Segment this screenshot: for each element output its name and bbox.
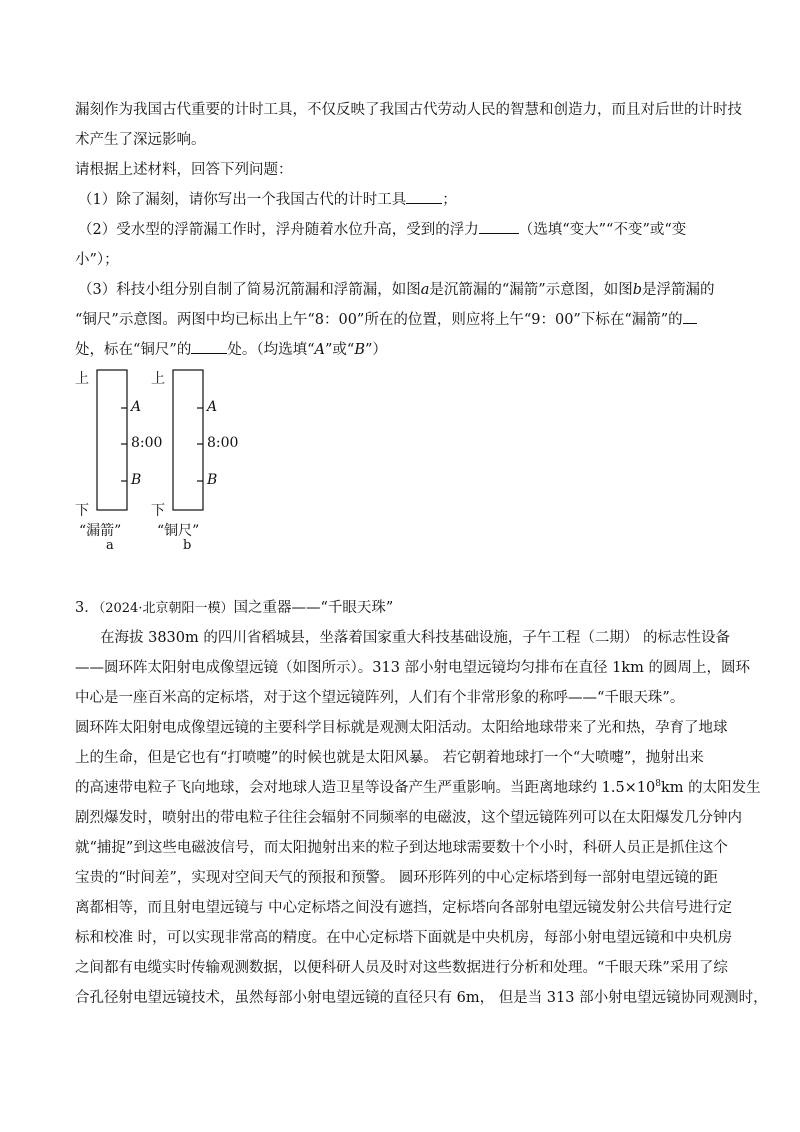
fig-a-mark-B: B bbox=[131, 472, 142, 488]
option-B: B bbox=[354, 342, 365, 358]
question-2-text-a: （2）受水型的浮箭漏工作时，浮舟随着水位升高，受到的浮力 bbox=[78, 222, 479, 238]
fig-b-caption: “铜尺” bbox=[157, 523, 200, 539]
item-3-p2-line-10: 合孔径射电望远镜技术，虽然每部小射电望远镜的直径只有 6m， 但是当 313 部小射电望远镜协同观测时， bbox=[75, 990, 768, 1006]
fig-a-top-label: 上 bbox=[75, 371, 89, 387]
question-2 bbox=[78, 220, 758, 240]
question-3-line-1 bbox=[78, 280, 758, 300]
question-3-text-e: 处，标在“铜尺”的 bbox=[75, 342, 192, 358]
item-3-p2-line-3-b: km 的太阳发生 bbox=[661, 780, 761, 796]
fig-a-letter: a bbox=[106, 538, 114, 553]
answer-blank-2[interactable] bbox=[479, 221, 519, 234]
item-3-p2-line-6: 宝贵的“时间差”，实现对空间天气的预报和预警。 圆环形阵列的中心定标塔到每一部射电望远镜的距 bbox=[75, 870, 718, 886]
answer-blank-1[interactable] bbox=[406, 191, 442, 204]
item-3-p2-line-2: 上的生命，但是它也有“打喷嚏”的时候也就是太阳风暴。 若它朝着地球打一个“大喷嚏”，抛射出来 bbox=[75, 750, 704, 766]
item-3-p2-line-5: 就“捕捉”到这些电磁波信号，而太阳抛射出来的粒子到达地球需要数十个小时，科研人员正是抓住这个 bbox=[75, 840, 728, 856]
fig-b-mark-time: 8:00 bbox=[207, 435, 239, 451]
answer-blank-3[interactable] bbox=[683, 311, 697, 324]
question-3-text-a: （3）科技小组分别自制了简易沉箭漏和浮箭漏，如图 bbox=[78, 282, 421, 298]
item-3-p2-line-3 bbox=[75, 778, 761, 798]
item-3-source: （2024·北京朝阳一模） bbox=[98, 601, 234, 616]
item-3-p2-line-9: 之间都有电缆实时传输观测数据，以便科研人员及时对这些数据进行分析和处理。“千眼天珠”采用了综 bbox=[75, 960, 728, 976]
item-3-p1-line-1: 在海拔 3830m 的四川省稻城县，坐落着国家重大科技基础设施，子午工程（二期） 的标志性设备 bbox=[100, 630, 730, 646]
question-prompt: 请根据上述材料，回答下列问题： bbox=[75, 162, 293, 178]
question-3-line-2 bbox=[75, 310, 755, 330]
item-3-number: 3． bbox=[75, 600, 99, 616]
fig-b-bottom-label: 下 bbox=[151, 503, 165, 519]
fig-b-letter: b bbox=[183, 538, 192, 553]
figure-ref-a: a bbox=[420, 282, 430, 298]
item-3-p2-line-3-a: 的高速带电粒子飞向地球，会对地球人造卫星等设备产生严重影响。当距离地球约 1.5×10 bbox=[75, 780, 656, 796]
question-3-text-f: 处。（均选填“ bbox=[227, 342, 315, 358]
question-1 bbox=[78, 190, 758, 210]
item-3-header bbox=[75, 598, 755, 619]
intro-line-2: 术产生了深远影响。 bbox=[75, 132, 206, 148]
item-3-p1-line-3: 中心是一座百米高的定标塔，对于这个望远镜阵列，人们有个非常形象的称呼——“千眼天珠”。 bbox=[75, 690, 685, 706]
question-2-line-2: 小”）； bbox=[75, 252, 119, 268]
fig-a-bottom-label: 下 bbox=[75, 503, 89, 519]
question-3-text-b: 是沉箭漏的“漏箭”示意图，如图 bbox=[429, 282, 633, 298]
item-3-p2-line-4: 剧烈爆发时，喷射出的带电粒子往往会辐射不同频率的电磁波，这个望远镜阵列可以在太阳爆发几分钟内 bbox=[75, 810, 742, 826]
option-A: A bbox=[314, 342, 325, 358]
answer-blank-4[interactable] bbox=[191, 341, 227, 354]
question-3-text-d: “铜尺”示意图。两图中均已标出上午“8：00”所在的位置，则应将上午“9：00”下标在“漏箭”的 bbox=[75, 312, 683, 328]
question-1-text: （1）除了漏刻，请你写出一个我国古代的计时工具 bbox=[78, 192, 407, 208]
copper-ruler-rod bbox=[173, 370, 203, 510]
fig-a-mark-time: 8:00 bbox=[131, 435, 163, 451]
fig-a-caption: “漏箭” bbox=[79, 523, 122, 539]
question-3-text-g: ”或“ bbox=[324, 342, 355, 358]
item-3-p2-line-1: 圆环阵太阳射电成像望远镜的主要科学目标就是观测太阳活动。太阳给地球带来了光和热，孕育了地球 bbox=[75, 720, 728, 736]
question-2-text-b: （选填“变大”“不变”或“变 bbox=[518, 222, 687, 238]
fig-b-mark-A: A bbox=[207, 399, 218, 415]
exponent: 8 bbox=[655, 779, 662, 790]
question-3-text-c: 是浮箭漏的 bbox=[642, 282, 715, 298]
question-3-text-h: ”） bbox=[364, 342, 387, 358]
question-3-line-3 bbox=[75, 340, 755, 360]
item-3-p2-line-8: 标和校准 时，可以实现非常高的精度。在中心定标塔下面就是中央机房，每部小射电望远镜和中央机房 bbox=[75, 930, 733, 946]
item-3-title: 国之重器——“千眼天珠” bbox=[233, 600, 394, 616]
item-3-p2-line-7: 离都相等，而且射电望远镜与 中心定标塔之间没有遮挡，定标塔向各部射电望远镜发射公共信号进行定 bbox=[75, 900, 733, 916]
fig-b-top-label: 上 bbox=[151, 371, 165, 387]
question-1-end: ； bbox=[442, 192, 457, 208]
figure-ref-b: b bbox=[632, 282, 643, 298]
intro-line-1: 漏刻作为我国古代重要的计时工具，不仅反映了我国古代劳动人民的智慧和创造力，而且对后世的计时技 bbox=[75, 102, 742, 118]
fig-b-mark-B: B bbox=[207, 472, 218, 488]
fig-a-mark-A: A bbox=[131, 399, 142, 415]
leak-arrow-rod bbox=[97, 370, 127, 510]
item-3-p1-line-2: ——圆环阵太阳射电成像望远镜（如图所示）。313 部小射电望远镜均匀排布在直径 1km 的圆周上，圆环 bbox=[75, 660, 751, 676]
